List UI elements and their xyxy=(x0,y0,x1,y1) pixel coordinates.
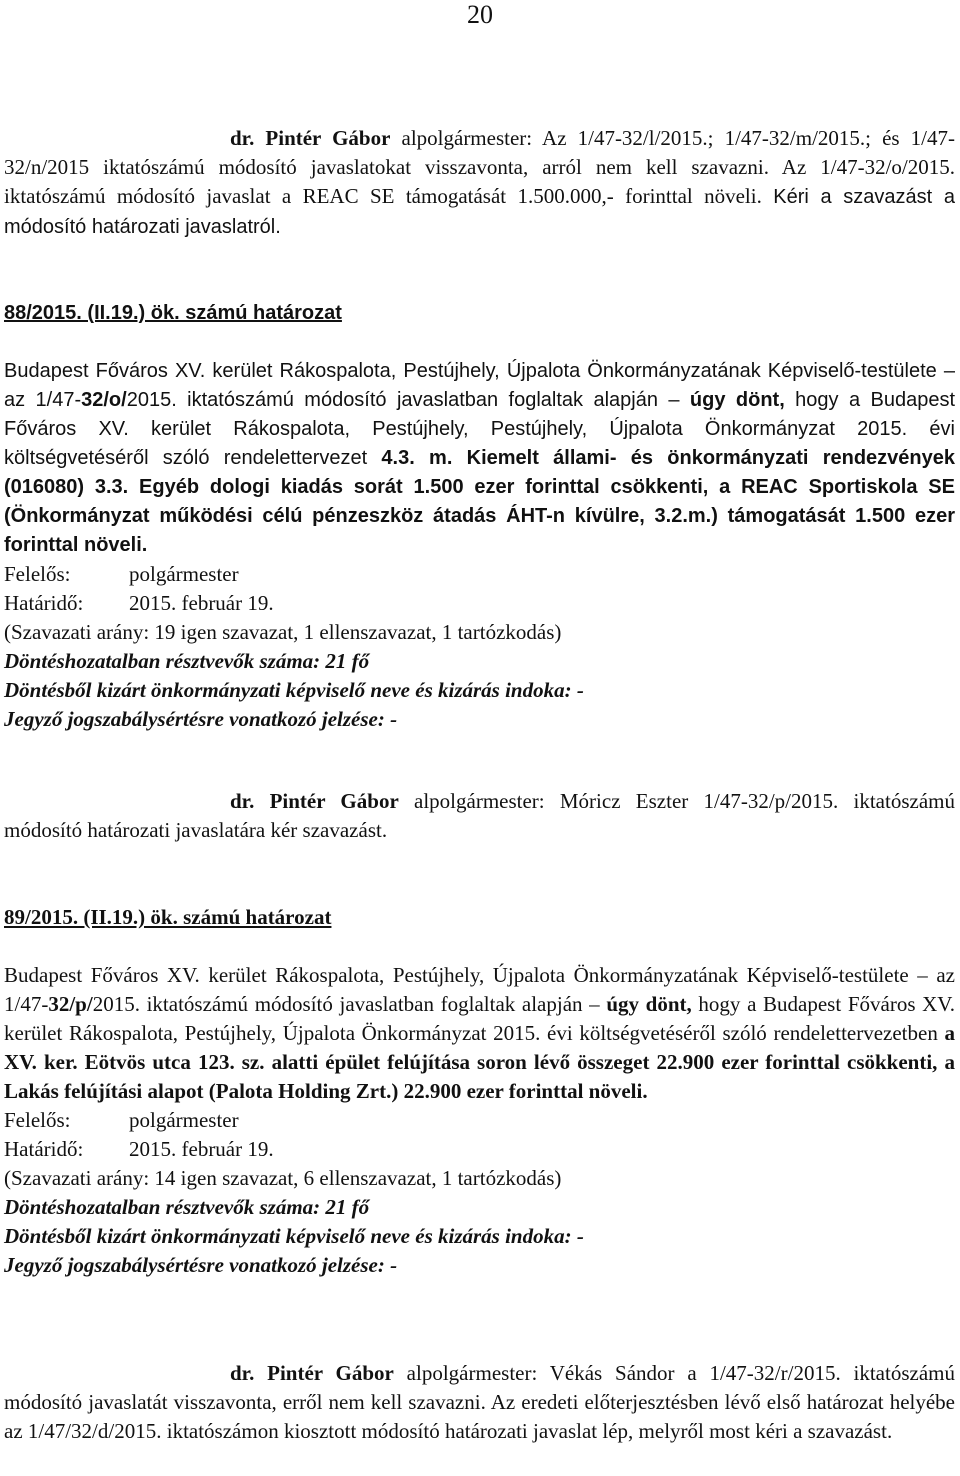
resolution-body xyxy=(4,357,955,560)
resolution-decision-bold: a XV. ker. Eötvös utca 123. sz. alatti épület felújítása soron lévő összeget 22.900 ezer forinttal csökkenti, a Lakás felújítási alapot (Palota Holding Zrt.) 22.900 ezer forinttal növeli. xyxy=(4,1021,955,1103)
deadline-label: Határidő: xyxy=(4,591,84,615)
excluded-members: Döntésből kizárt önkormányzati képviselő neve és kizárás indoka: - xyxy=(4,678,584,702)
notary-remark: Jegyző jogszabálysértésre vonatkozó jelzése: - xyxy=(4,707,398,731)
resolution-block-2 xyxy=(4,903,955,1280)
deadline-line xyxy=(4,1135,955,1164)
resolution-body xyxy=(4,961,955,1106)
responsible-line xyxy=(4,1106,955,1135)
deadline-value: 2015. február 19. xyxy=(129,1137,274,1161)
resolution-block-1 xyxy=(4,299,955,734)
speech-text: alpolgármester: Móricz Eszter 1/47-32/p/2015. iktatószámú módosító határozati javaslatára kér szavazást. xyxy=(4,789,955,842)
resolution-intro: Budapest Főváros XV. kerület Rákospalota, Pestújhely, Újpalota Önkormányzatának Képviselő-testülete – az 1/47- xyxy=(4,963,955,1016)
speech-paragraph xyxy=(4,787,955,845)
responsible-label: Felelős: xyxy=(4,1108,71,1132)
resolution-title: 89/2015. (II.19.) ök. számú határozat xyxy=(4,905,332,929)
resolution-intro: Budapest Főváros XV. kerület Rákospalota, Pestújhely, Újpalota Önkormányzatának Képviselő-testülete – az 1/47- xyxy=(4,360,955,411)
speech-block-3 xyxy=(4,1359,955,1446)
responsible-label: Felelős: xyxy=(4,562,71,586)
participants-count: Döntéshozatalban résztvevők száma: 21 fő xyxy=(4,649,370,673)
speech-text-request: Kéri a szavazást a módosító határozati javaslatról. xyxy=(4,186,955,238)
page-number: 20 xyxy=(467,0,493,29)
resolution-decision-word: úgy dönt, xyxy=(606,992,692,1016)
resolution-decision-word: úgy dönt, xyxy=(689,389,785,411)
vote-ratio: (Szavazati arány: 14 igen szavazat, 6 ellenszavazat, 1 tartózkodás) xyxy=(4,1166,562,1190)
resolution-doc-ref: 32/p/ xyxy=(48,992,93,1016)
responsible-value: polgármester xyxy=(129,562,239,586)
resolution-decision-text: hogy a Budapest Főváros XV. kerület Rákospalota, Pestújhely, Újpalota Önkormányzat 2015. évi költségvetéséről szóló rendelettervezetben xyxy=(4,992,956,1045)
participants-count: Döntéshozatalban résztvevők száma: 21 fő xyxy=(4,1195,370,1219)
resolution-title: 88/2015. (II.19.) ök. számú határozat xyxy=(4,302,342,324)
resolution-doc-ref: 32/o/ xyxy=(81,389,127,411)
deadline-value: 2015. február 19. xyxy=(129,591,274,615)
resolution-decision-bold: 4.3. m. Kiemelt állami- és önkormányzati rendezvények (016080) 3.3. Egyéb dologi kiadás sorát 1.500 ezer forinttal csökkenti, a REAC Sportiskola SE (Önkormányzat működési célú pénzeszköz átadás ÁHT-n kívülre, 3.2.m.) támogatását 1.500 ezer forinttal növeli. xyxy=(4,447,955,556)
responsible-line xyxy=(4,560,955,589)
resolution-intro-cont: 2015. iktatószámú módosító javaslatban foglaltak alapján – xyxy=(92,992,600,1016)
deadline-line xyxy=(4,589,955,618)
speech-text: alpolgármester: Vékás Sándor a 1/47-32/r/2015. iktatószámú módosító javaslatát visszavonta, erről nem kell szavazni. Az eredeti előterjesztésben lévő első határozat helyébe az 1/47/32/d/2015. iktatószámon kiosztott módosító határozati javaslat lép, melyről most kéri a szavazást. xyxy=(4,1361,955,1443)
speech-paragraph xyxy=(4,124,955,242)
speaker-name: dr. Pintér Gábor xyxy=(230,1361,394,1385)
speaker-name: dr. Pintér Gábor xyxy=(230,789,399,813)
notary-remark: Jegyző jogszabálysértésre vonatkozó jelzése: - xyxy=(4,1253,398,1277)
speech-block-1 xyxy=(4,124,955,242)
vote-ratio: (Szavazati arány: 19 igen szavazat, 1 ellenszavazat, 1 tartózkodás) xyxy=(4,620,562,644)
excluded-members: Döntésből kizárt önkormányzati képviselő neve és kizárás indoka: - xyxy=(4,1224,584,1248)
speech-paragraph xyxy=(4,1359,955,1446)
responsible-value: polgármester xyxy=(129,1108,239,1132)
resolution-decision-text: hogy a Budapest Főváros XV. kerület Rákospalota, Pestújhely, Pestújhely, Újpalota Önkormányzat 2015. évi költségvetéséről szóló rendelettervezet xyxy=(4,389,956,469)
deadline-label: Határidő: xyxy=(4,1137,84,1161)
resolution-intro-cont: 2015. iktatószámú módosító javaslatban foglaltak alapján – xyxy=(126,389,680,411)
speech-text: alpolgármester: Az 1/47-32/l/2015.; 1/47-32/m/2015.; és 1/47-32/n/2015 iktatószámú módosító javaslatokat visszavonta, arról nem kell szavazni. Az 1/47-32/o/2015. iktatószámú módosító javaslat a REAC SE támogatását 1.500.000,- forinttal növeli. xyxy=(4,126,955,208)
speaker-name: dr. Pintér Gábor xyxy=(230,126,391,150)
speech-block-2 xyxy=(4,787,955,845)
